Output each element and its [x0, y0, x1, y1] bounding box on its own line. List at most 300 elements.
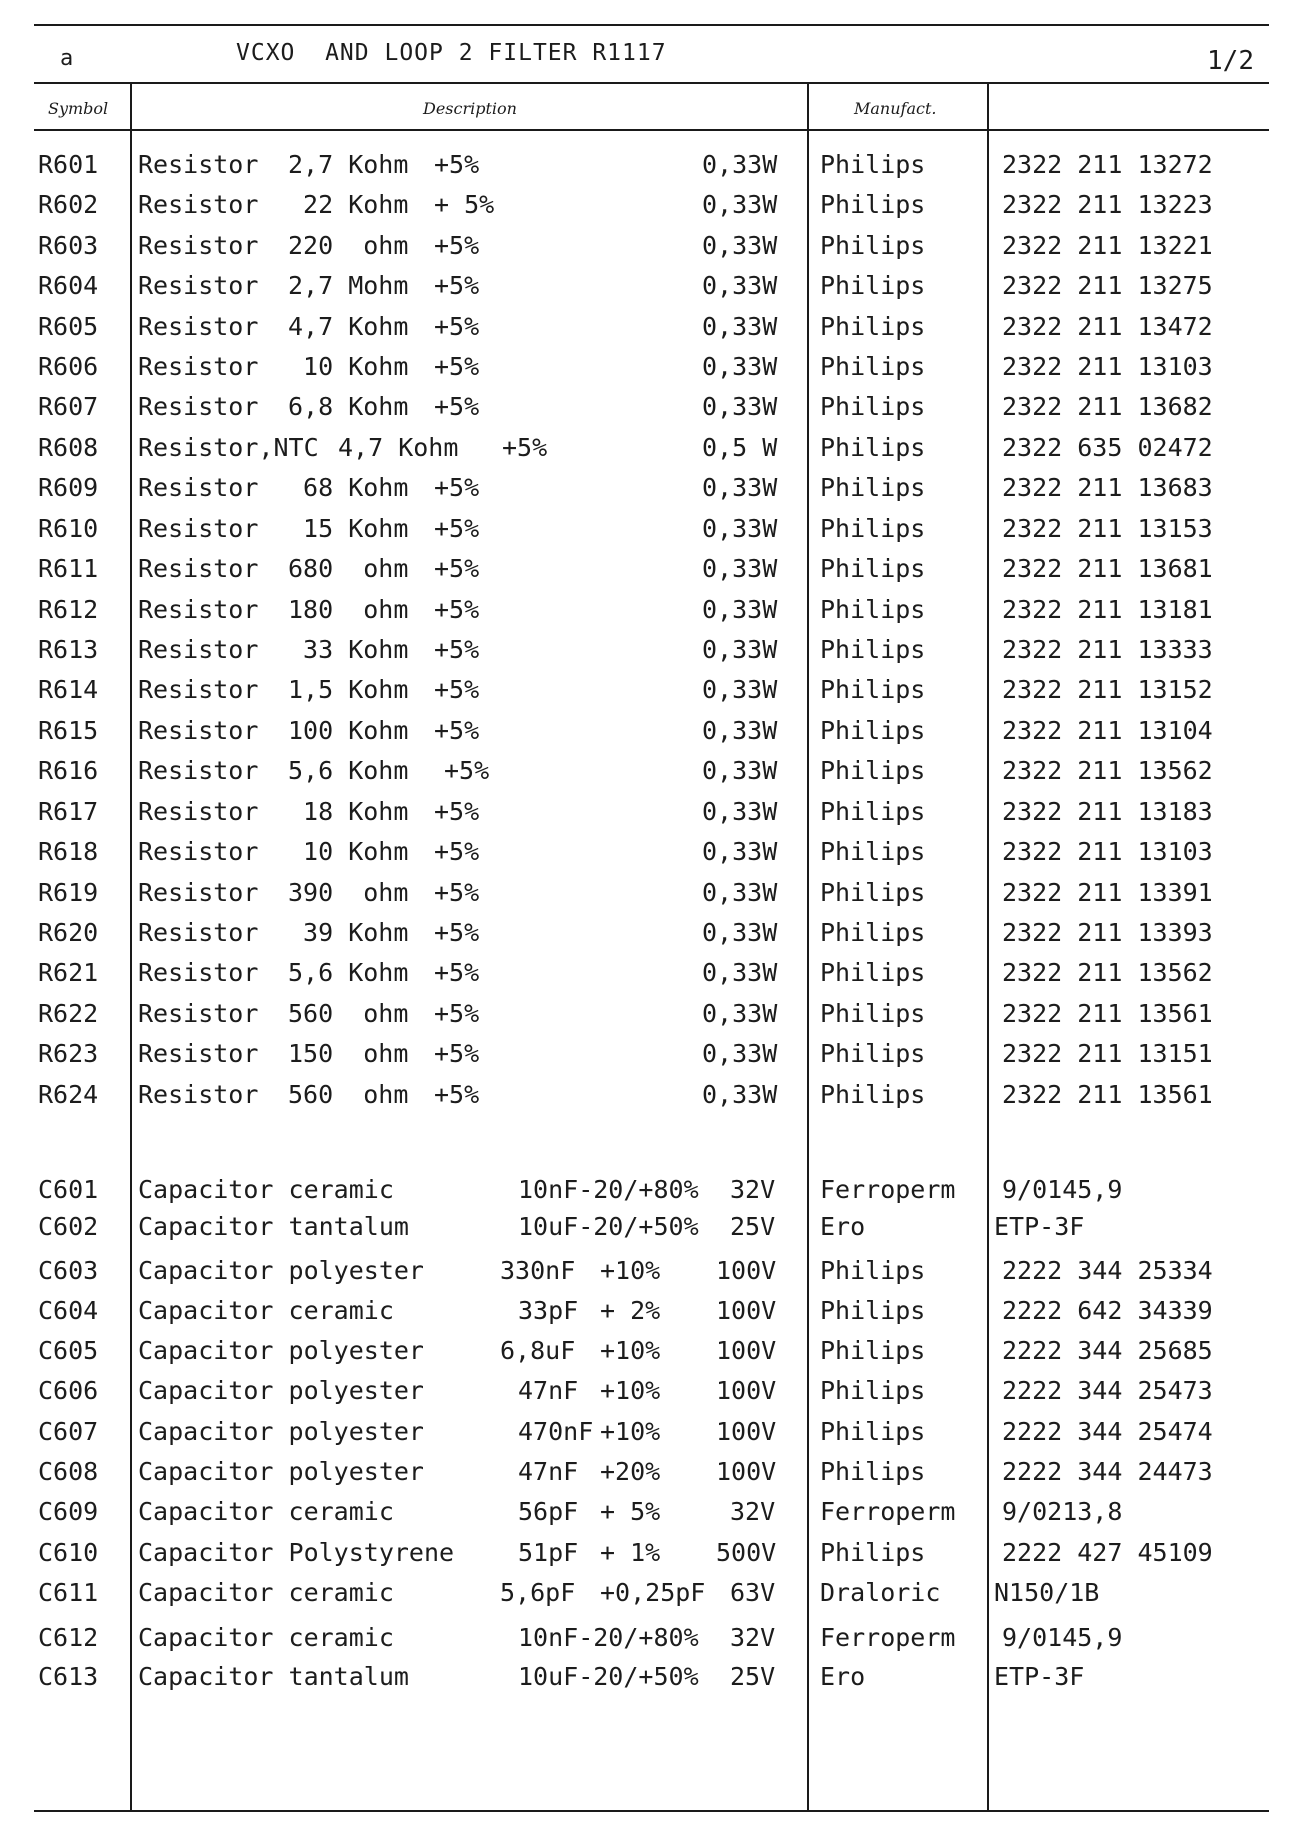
row-part-number: ETP-3F [994, 1212, 1085, 1241]
row-tolerance: +5% [434, 352, 480, 381]
row-tolerance: +10% [600, 1256, 661, 1285]
row-type: Resistor [138, 312, 259, 341]
table-row [0, 999, 1302, 1039]
table-row [0, 514, 1302, 554]
row-part-number: 2322 211 13682 [1002, 392, 1213, 421]
row-wattage: 0,33W [702, 999, 778, 1028]
table-row [0, 1080, 1302, 1120]
row-part-number: 2322 211 13275 [1002, 271, 1213, 300]
row-manufacturer: Draloric [820, 1578, 941, 1607]
row-manufacturer: Philips [820, 190, 926, 219]
row-voltage: 32V [730, 1623, 776, 1652]
row-tolerance: +5% [434, 312, 480, 341]
row-symbol: R623 [38, 1039, 99, 1068]
row-tolerance: + 5% [434, 190, 495, 219]
row-part-number: 2322 211 13562 [1002, 756, 1213, 785]
row-description: Capacitor polyester [138, 1336, 424, 1365]
row-symbol: R603 [38, 231, 99, 260]
row-value: 22 Kohm [288, 190, 409, 219]
row-tolerance: +5% [434, 473, 480, 502]
row-type: Resistor [138, 1039, 259, 1068]
row-part-number: 9/0145,9 [1002, 1175, 1123, 1204]
row-symbol: R619 [38, 878, 99, 907]
table-row [0, 958, 1302, 998]
row-wattage: 0,33W [702, 716, 778, 745]
row-manufacturer: Philips [820, 878, 926, 907]
row-symbol: C606 [38, 1376, 99, 1405]
row-manufacturer: Philips [820, 999, 926, 1028]
row-symbol: R622 [38, 999, 99, 1028]
row-value: 180 ohm [288, 595, 409, 624]
row-value: 6,8uF [500, 1336, 576, 1365]
row-manufacturer: Philips [820, 554, 926, 583]
row-description: Capacitor ceramic [138, 1175, 394, 1204]
table-row [0, 675, 1302, 715]
table-row [0, 878, 1302, 918]
row-tolerance: +5% [434, 675, 480, 704]
row-part-number: 2322 211 13103 [1002, 352, 1213, 381]
row-value: 47nF [518, 1376, 579, 1405]
row-tolerance: +5% [434, 514, 480, 543]
row-type: Resistor [138, 271, 259, 300]
row-part-number: 2322 211 13151 [1002, 1039, 1213, 1068]
row-tolerance: +5% [434, 595, 480, 624]
table-row [0, 756, 1302, 796]
row-type: Resistor [138, 190, 259, 219]
table-row [0, 595, 1302, 635]
row-value: 6,8 Kohm [288, 392, 409, 421]
table-row [0, 554, 1302, 594]
row-type: Resistor [138, 150, 259, 179]
row-voltage: 63V [730, 1578, 776, 1607]
row-manufacturer: Philips [820, 514, 926, 543]
row-type: Resistor [138, 716, 259, 745]
table-row [0, 837, 1302, 877]
row-value: 33 Kohm [288, 635, 409, 664]
row-part-number: N150/1B [994, 1578, 1100, 1607]
row-symbol: R602 [38, 190, 99, 219]
row-manufacturer: Philips [820, 231, 926, 260]
row-value: 100 Kohm [288, 716, 409, 745]
table-row [0, 1538, 1302, 1578]
manufacturer-column-header: Manufact. [854, 99, 937, 118]
row-type: Resistor [138, 514, 259, 543]
row-value: 4,7 Kohm [338, 433, 459, 462]
table-row [0, 1336, 1302, 1376]
row-manufacturer: Ferroperm [820, 1623, 956, 1652]
row-type: Resistor [138, 635, 259, 664]
row-wattage: 0,33W [702, 958, 778, 987]
table-row [0, 392, 1302, 432]
row-symbol: R612 [38, 595, 99, 624]
row-symbol: C610 [38, 1538, 99, 1567]
row-wattage: 0,5 W [702, 433, 778, 462]
row-part-number: 2322 211 13272 [1002, 150, 1213, 179]
row-value: 51pF [518, 1538, 579, 1567]
row-symbol: R609 [38, 473, 99, 502]
row-tolerance: +5% [434, 150, 480, 179]
table-row [0, 1662, 1302, 1702]
row-wattage: 0,33W [702, 271, 778, 300]
row-part-number: 2322 211 13683 [1002, 473, 1213, 502]
row-symbol: R606 [38, 352, 99, 381]
row-part-number: 2222 642 34339 [1002, 1296, 1213, 1325]
row-symbol: C608 [38, 1457, 99, 1486]
row-manufacturer: Philips [820, 1417, 926, 1446]
row-tolerance: +10% [600, 1417, 661, 1446]
row-value: 68 Kohm [288, 473, 409, 502]
row-wattage: 0,33W [702, 675, 778, 704]
table-row [0, 1296, 1302, 1336]
row-tolerance: + 5% [600, 1497, 661, 1526]
row-tolerance: + 2% [600, 1296, 661, 1325]
row-voltage: 32V [730, 1175, 776, 1204]
row-manufacturer: Ferroperm [820, 1175, 956, 1204]
table-row [0, 918, 1302, 958]
row-wattage: 0,33W [702, 1080, 778, 1109]
table-row [0, 1497, 1302, 1537]
row-manufacturer: Philips [820, 1039, 926, 1068]
row-tolerance: +5% [434, 554, 480, 583]
row-tolerance: +5% [434, 999, 480, 1028]
table-row [0, 716, 1302, 756]
row-value: 33pF [518, 1296, 579, 1325]
row-part-number: 2322 211 13561 [1002, 999, 1213, 1028]
row-manufacturer: Philips [820, 595, 926, 624]
row-tolerance: +5% [434, 878, 480, 907]
table-row [0, 1175, 1302, 1215]
row-tolerance: +20% [600, 1457, 661, 1486]
row-tolerance: +5% [434, 918, 480, 947]
row-manufacturer: Philips [820, 1256, 926, 1285]
row-tolerance: +5% [434, 392, 480, 421]
row-wattage: 0,33W [702, 918, 778, 947]
table-row [0, 352, 1302, 392]
row-part-number: 2322 635 02472 [1002, 433, 1213, 462]
row-type: Resistor [138, 878, 259, 907]
row-part-number: 2322 211 13472 [1002, 312, 1213, 341]
row-wattage: 0,33W [702, 352, 778, 381]
row-tolerance: +5% [434, 716, 480, 745]
row-voltage: 25V [730, 1662, 776, 1691]
row-value: 470nF [518, 1417, 594, 1446]
row-manufacturer: Ferroperm [820, 1497, 956, 1526]
table-row [0, 797, 1302, 837]
row-tolerance: +5% [502, 433, 548, 462]
row-type: Resistor [138, 473, 259, 502]
row-manufacturer: Philips [820, 1080, 926, 1109]
row-voltage: 100V [716, 1336, 777, 1365]
row-value: 330nF [500, 1256, 576, 1285]
row-part-number: 2322 211 13561 [1002, 1080, 1213, 1109]
row-description: Capacitor Polystyrene [138, 1538, 455, 1567]
row-symbol: C607 [38, 1417, 99, 1446]
row-symbol: C602 [38, 1212, 99, 1241]
row-type: Resistor [138, 958, 259, 987]
row-wattage: 0,33W [702, 797, 778, 826]
row-wattage: 0,33W [702, 1039, 778, 1068]
row-tolerance: +5% [434, 837, 480, 866]
row-part-number: 2322 211 13153 [1002, 514, 1213, 543]
row-manufacturer: Philips [820, 958, 926, 987]
row-value: 5,6pF [500, 1578, 576, 1607]
row-wattage: 0,33W [702, 635, 778, 664]
row-description: Capacitor ceramic [138, 1623, 394, 1652]
row-type: Resistor [138, 595, 259, 624]
section-letter: a [60, 46, 74, 71]
row-part-number: 2322 211 13221 [1002, 231, 1213, 260]
row-value: 2,7 Kohm [288, 150, 409, 179]
row-value: 560 ohm [288, 999, 409, 1028]
row-symbol: R614 [38, 675, 99, 704]
table-row [0, 1457, 1302, 1497]
row-part-number: 2322 211 13393 [1002, 918, 1213, 947]
row-type: Resistor [138, 999, 259, 1028]
row-symbol: C609 [38, 1497, 99, 1526]
bottom-rule [34, 1810, 1269, 1812]
row-wattage: 0,33W [702, 514, 778, 543]
row-manufacturer: Philips [820, 1376, 926, 1405]
row-part-number: 2322 211 13152 [1002, 675, 1213, 704]
page-number: 1/2 [1207, 46, 1254, 76]
row-symbol: R607 [38, 392, 99, 421]
row-manufacturer: Philips [820, 150, 926, 179]
row-manufacturer: Philips [820, 756, 926, 785]
row-tolerance: +5% [434, 797, 480, 826]
row-type: Resistor [138, 756, 259, 785]
row-symbol: C601 [38, 1175, 99, 1204]
row-manufacturer: Philips [820, 837, 926, 866]
table-row [0, 1256, 1302, 1296]
row-part-number: 2222 344 25473 [1002, 1376, 1213, 1405]
row-voltage: 100V [716, 1296, 777, 1325]
table-row [0, 1623, 1302, 1663]
row-value: 390 ohm [288, 878, 409, 907]
row-voltage: 25V [730, 1212, 776, 1241]
row-description: Capacitor ceramic [138, 1497, 394, 1526]
row-part-number: 2222 344 25685 [1002, 1336, 1213, 1365]
row-voltage: 100V [716, 1417, 777, 1446]
row-symbol: R610 [38, 514, 99, 543]
row-type: Resistor [138, 675, 259, 704]
row-type: Resistor [138, 1080, 259, 1109]
row-value: 150 ohm [288, 1039, 409, 1068]
row-manufacturer: Philips [820, 433, 926, 462]
table-row [0, 635, 1302, 675]
row-voltage: 32V [730, 1497, 776, 1526]
row-tolerance: +0,25pF [600, 1578, 706, 1607]
row-manufacturer: Philips [820, 392, 926, 421]
row-part-number: 2222 344 24473 [1002, 1457, 1213, 1486]
row-tolerance: +10% [600, 1336, 661, 1365]
row-symbol: R613 [38, 635, 99, 664]
row-part-number: 2322 211 13562 [1002, 958, 1213, 987]
row-part-number: 2322 211 13333 [1002, 635, 1213, 664]
row-value: 10 Kohm [288, 837, 409, 866]
table-row [0, 1039, 1302, 1079]
row-manufacturer: Philips [820, 473, 926, 502]
row-value: 10nF-20/+80% [518, 1623, 699, 1652]
row-tolerance: +5% [434, 271, 480, 300]
row-type: Resistor [138, 837, 259, 866]
row-type: Resistor [138, 918, 259, 947]
table-row [0, 473, 1302, 513]
row-description: Capacitor tantalum [138, 1662, 409, 1691]
row-type: Resistor [138, 797, 259, 826]
row-wattage: 0,33W [702, 595, 778, 624]
description-column-header: Description [423, 99, 517, 118]
row-tolerance: +5% [434, 1080, 480, 1109]
row-tolerance: +5% [434, 958, 480, 987]
row-tolerance: +10% [600, 1376, 661, 1405]
row-description: Capacitor polyester [138, 1417, 424, 1446]
row-type: Resistor [138, 352, 259, 381]
table-row [0, 312, 1302, 352]
row-value: 5,6 Kohm [288, 958, 409, 987]
row-voltage: 100V [716, 1256, 777, 1285]
row-value: 10uF-20/+50% [518, 1212, 699, 1241]
row-part-number: 2322 211 13183 [1002, 797, 1213, 826]
row-manufacturer: Ero [820, 1212, 866, 1241]
row-value: 56pF [518, 1497, 579, 1526]
row-manufacturer: Philips [820, 312, 926, 341]
table-row [0, 150, 1302, 190]
row-voltage: 100V [716, 1457, 777, 1486]
row-symbol: R620 [38, 918, 99, 947]
row-value: 5,6 Kohm [288, 756, 409, 785]
row-manufacturer: Philips [820, 1296, 926, 1325]
row-part-number: 9/0145,9 [1002, 1623, 1123, 1652]
row-part-number: 2322 211 13104 [1002, 716, 1213, 745]
row-manufacturer: Philips [820, 716, 926, 745]
row-tolerance: +5% [434, 635, 480, 664]
table-row [0, 231, 1302, 271]
row-symbol: C603 [38, 1256, 99, 1285]
row-value: 10 Kohm [288, 352, 409, 381]
row-symbol: R616 [38, 756, 99, 785]
row-symbol: R615 [38, 716, 99, 745]
row-wattage: 0,33W [702, 312, 778, 341]
row-part-number: 2222 427 45109 [1002, 1538, 1213, 1567]
row-value: 2,7 Mohm [288, 271, 409, 300]
row-symbol: C612 [38, 1623, 99, 1652]
row-manufacturer: Philips [820, 797, 926, 826]
row-symbol: C605 [38, 1336, 99, 1365]
row-description: Capacitor ceramic [138, 1296, 394, 1325]
row-description: Capacitor polyester [138, 1256, 424, 1285]
row-manufacturer: Philips [820, 635, 926, 664]
table-row [0, 1376, 1302, 1416]
row-symbol: R618 [38, 837, 99, 866]
row-value: 560 ohm [288, 1080, 409, 1109]
row-symbol: R621 [38, 958, 99, 987]
row-symbol: R605 [38, 312, 99, 341]
row-value: 18 Kohm [288, 797, 409, 826]
row-wattage: 0,33W [702, 878, 778, 907]
row-symbol: C611 [38, 1578, 99, 1607]
row-part-number: 2222 344 25474 [1002, 1417, 1213, 1446]
row-type: Resistor [138, 392, 259, 421]
row-symbol: R611 [38, 554, 99, 583]
row-manufacturer: Philips [820, 1457, 926, 1486]
column-header-rule [34, 129, 1269, 131]
row-voltage: 100V [716, 1376, 777, 1405]
row-wattage: 0,33W [702, 473, 778, 502]
row-value: 15 Kohm [288, 514, 409, 543]
row-type: Resistor [138, 554, 259, 583]
row-description: Capacitor polyester [138, 1376, 424, 1405]
row-value: 10nF-20/+80% [518, 1175, 699, 1204]
table-row [0, 433, 1302, 473]
row-wattage: 0,33W [702, 150, 778, 179]
row-tolerance: +5% [444, 756, 490, 785]
row-tolerance: + 1% [600, 1538, 661, 1567]
table-row [0, 271, 1302, 311]
row-part-number: 2222 344 25334 [1002, 1256, 1213, 1285]
row-manufacturer: Philips [820, 918, 926, 947]
top-rule [34, 24, 1269, 26]
row-wattage: 0,33W [702, 756, 778, 785]
row-value: 220 ohm [288, 231, 409, 260]
table-row [0, 190, 1302, 230]
row-wattage: 0,33W [702, 837, 778, 866]
row-voltage: 500V [716, 1538, 777, 1567]
row-part-number: 2322 211 13181 [1002, 595, 1213, 624]
row-part-number: ETP-3F [994, 1662, 1085, 1691]
row-manufacturer: Philips [820, 352, 926, 381]
table-row [0, 1417, 1302, 1457]
row-wattage: 0,33W [702, 231, 778, 260]
table-row [0, 1212, 1302, 1252]
row-part-number: 2322 211 13223 [1002, 190, 1213, 219]
row-symbol: R624 [38, 1080, 99, 1109]
page-title: VCXO AND LOOP 2 FILTER R1117 [236, 40, 667, 66]
row-type: Resistor [138, 231, 259, 260]
row-manufacturer: Philips [820, 271, 926, 300]
row-description: Capacitor ceramic [138, 1578, 394, 1607]
row-part-number: 9/0213,8 [1002, 1497, 1123, 1526]
row-value: 1,5 Kohm [288, 675, 409, 704]
row-part-number: 2322 211 13103 [1002, 837, 1213, 866]
row-symbol: R601 [38, 150, 99, 179]
row-value: 4,7 Kohm [288, 312, 409, 341]
row-value: 39 Kohm [288, 918, 409, 947]
row-manufacturer: Philips [820, 1538, 926, 1567]
row-wattage: 0,33W [702, 190, 778, 219]
row-symbol: R617 [38, 797, 99, 826]
row-part-number: 2322 211 13681 [1002, 554, 1213, 583]
row-symbol: R608 [38, 433, 99, 462]
row-value: 680 ohm [288, 554, 409, 583]
row-symbol: R604 [38, 271, 99, 300]
row-value: 10uF-20/+50% [518, 1662, 699, 1691]
row-value: 47nF [518, 1457, 579, 1486]
row-description: Capacitor polyester [138, 1457, 424, 1486]
row-wattage: 0,33W [702, 554, 778, 583]
table-row [0, 1578, 1302, 1618]
row-part-number: 2322 211 13391 [1002, 878, 1213, 907]
row-symbol: C613 [38, 1662, 99, 1691]
row-tolerance: +5% [434, 1039, 480, 1068]
row-wattage: 0,33W [702, 392, 778, 421]
row-type: Resistor,NTC [138, 433, 319, 462]
row-manufacturer: Ero [820, 1662, 866, 1691]
row-manufacturer: Philips [820, 1336, 926, 1365]
header-rule [34, 82, 1269, 84]
row-tolerance: +5% [434, 231, 480, 260]
row-manufacturer: Philips [820, 675, 926, 704]
row-description: Capacitor tantalum [138, 1212, 409, 1241]
